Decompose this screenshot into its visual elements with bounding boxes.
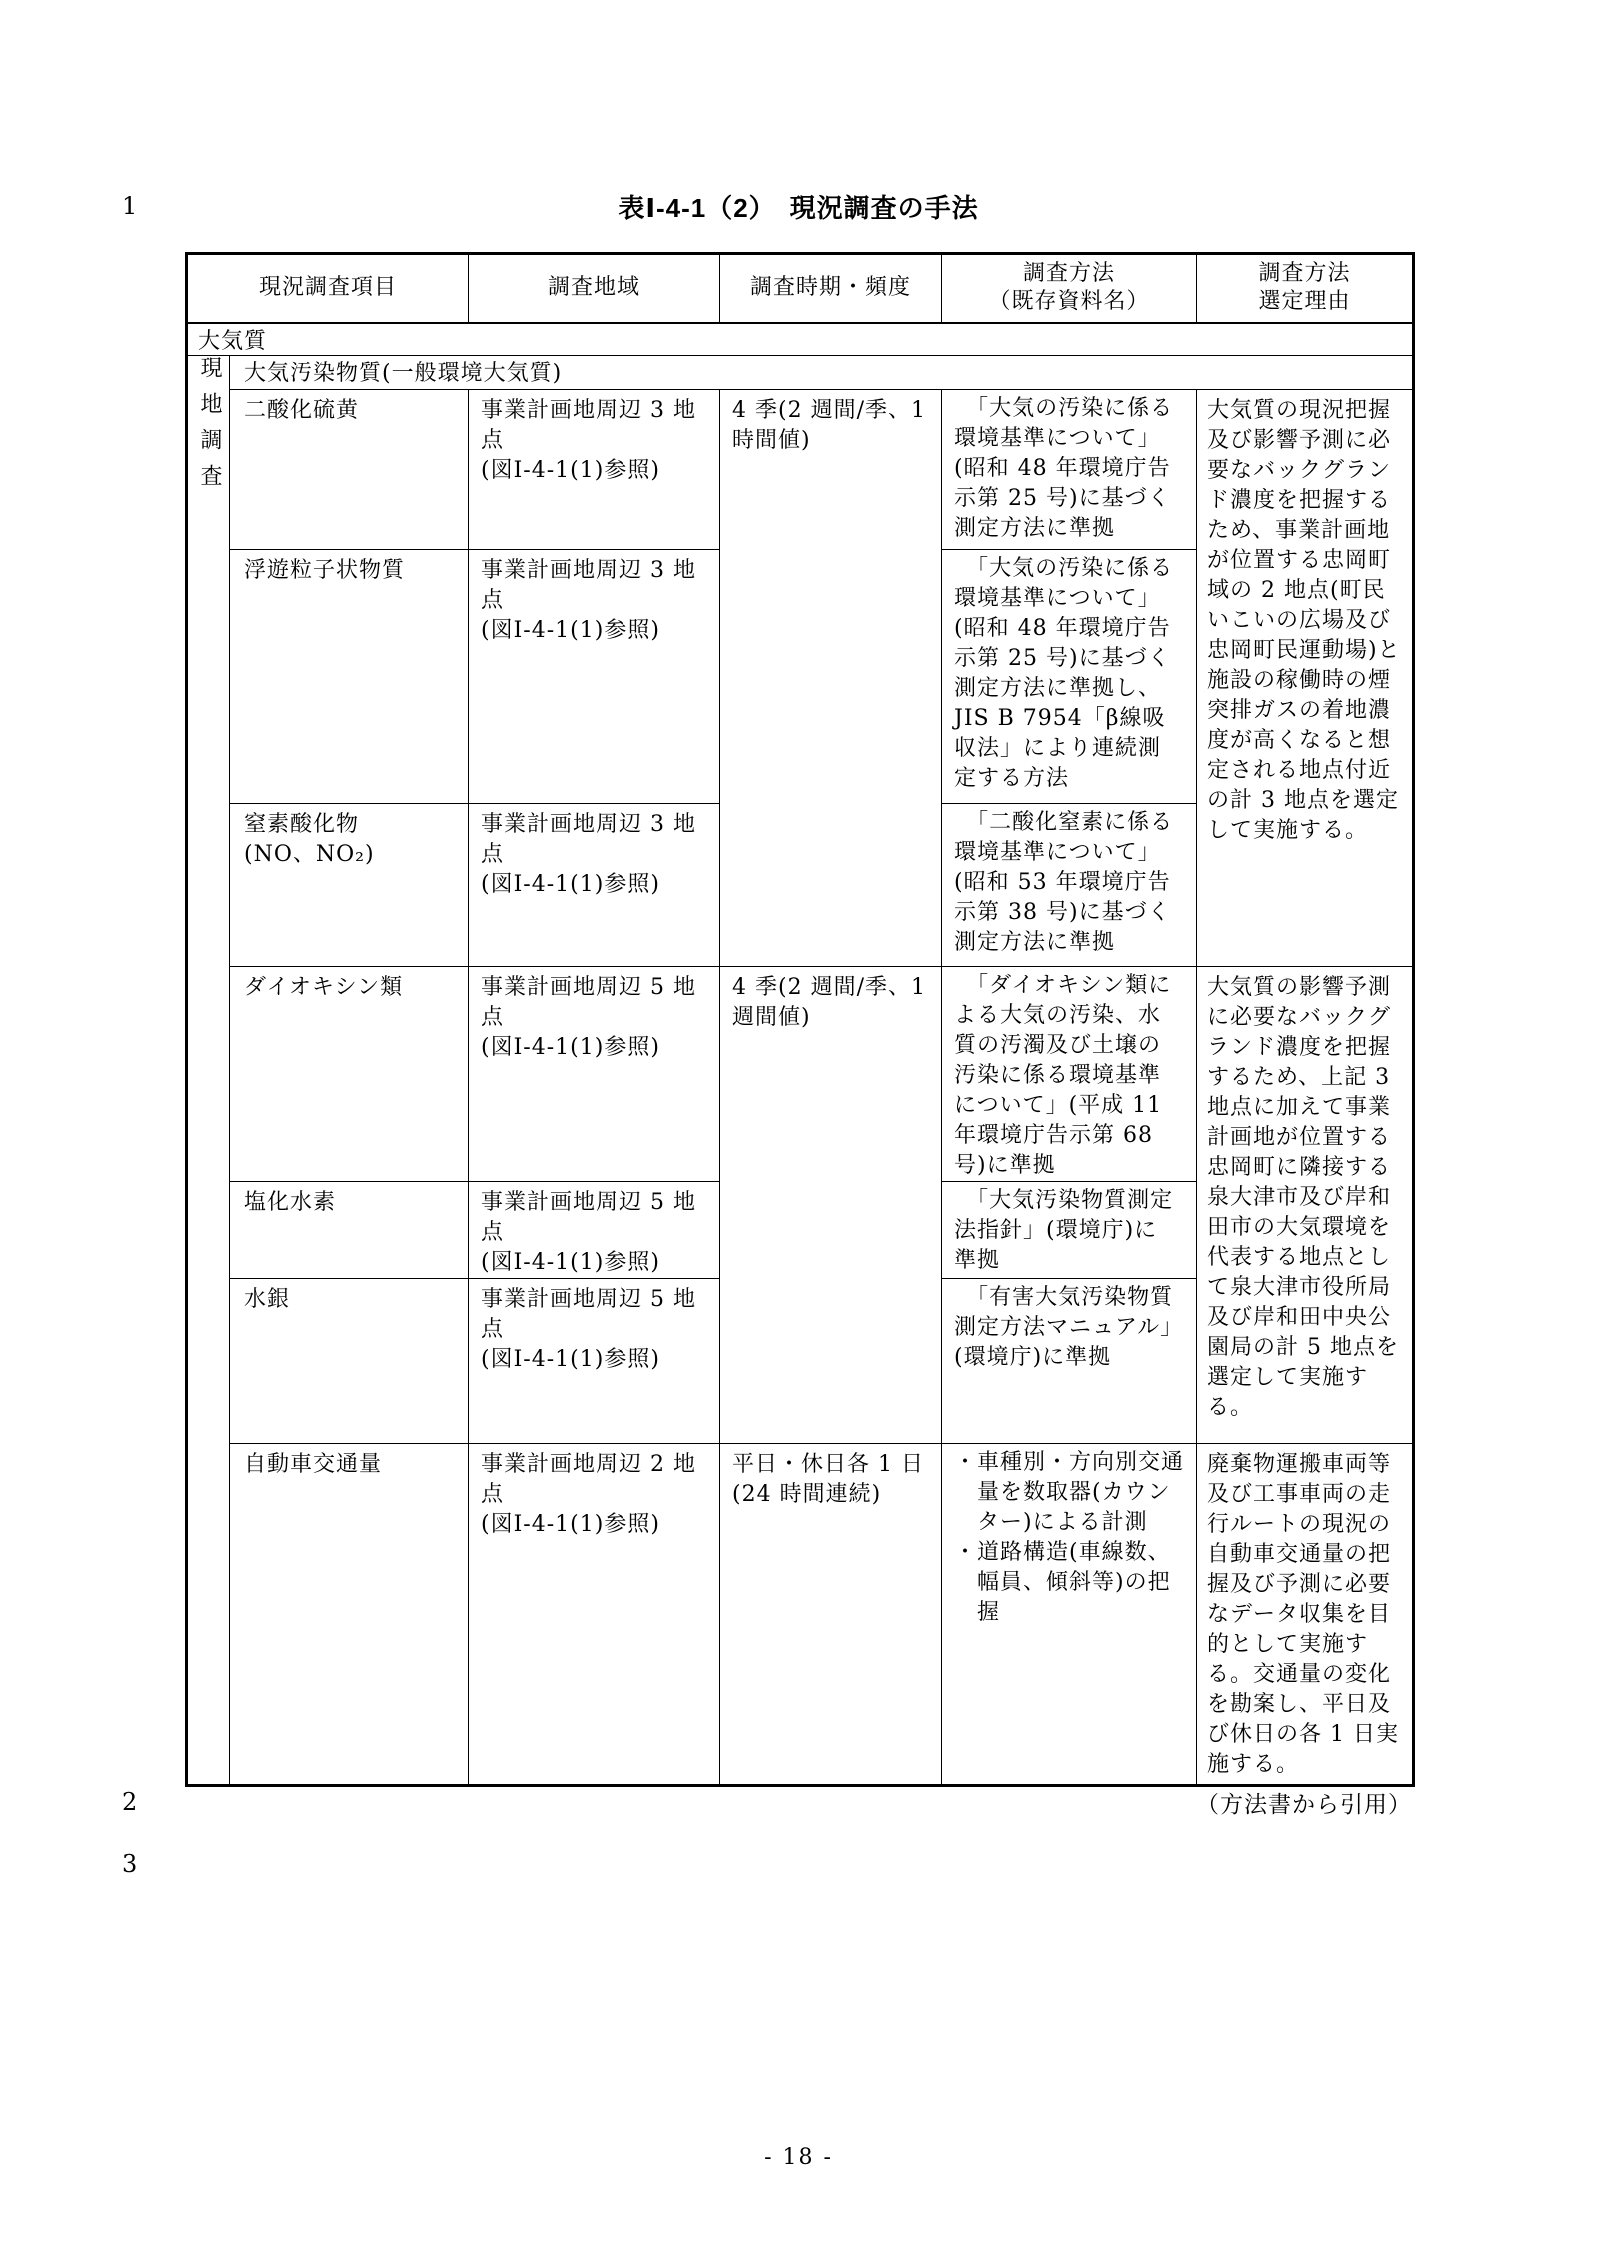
subcategory-row: [187, 355, 1414, 389]
category-row: [187, 323, 1414, 356]
row-area-hcl: 事業計画地周辺 5 地点 (図Ⅰ-4-1(1)参照): [469, 1181, 720, 1278]
page-title: 表Ⅰ-4-1（2） 現況調査の手法: [618, 193, 979, 223]
field-survey-vertical-label: 現地調査: [197, 355, 222, 500]
header-selection-reason: [1197, 254, 1414, 323]
category-label: 大気質: [198, 328, 268, 354]
survey-methods-table: [185, 252, 1415, 1787]
header-selection-reason-line2: 選定理由: [1258, 289, 1351, 315]
row-area-spm: 事業計画地周辺 3 地点 (図Ⅰ-4-1(1)参照): [469, 549, 720, 803]
row-area-traffic: 事業計画地周辺 2 地点 (図Ⅰ-4-1(1)参照): [469, 1443, 720, 1785]
row-method-so2: [942, 389, 1197, 549]
table-row: [187, 966, 1414, 1181]
method-text: 「二酸化窒素に係る環境基準について」(昭和 53 年環境庁告示第 38 号)に基づく測定方法に準拠: [954, 809, 1174, 955]
method-text: 「ダイオキシン類による大気の汚染、水質の汚濁及び土壌の汚染に係る環境基準について」(平成 11 年環境庁告示第 68 号)に準拠: [954, 972, 1172, 1178]
row-reason-group2: 大気質の影響予測に必要なバックグランド濃度を把握するため、上記 3 地点に加えて事業計画地が位置する忠岡町に隣接する泉大津市及び岸和田市の大気環境を代表する地点として泉大津市役所局及び岸和田中央公園局の計 5 地点を選定して実施する。: [1197, 966, 1414, 1443]
row-item-mercury: 水銀: [230, 1278, 469, 1443]
table-row: [187, 389, 1414, 549]
header-survey-method: [942, 254, 1197, 323]
row-area-mercury: 事業計画地周辺 5 地点 (図Ⅰ-4-1(1)参照): [469, 1278, 720, 1443]
method-text: 「大気の汚染に係る環境基準について」(昭和 48 年環境庁告示第 25 号)に基づく測定方法に準拠: [954, 395, 1174, 541]
header-survey-method-line2: （既存資料名）: [988, 289, 1150, 315]
header-survey-area: [469, 254, 720, 323]
method-bullet-1: ・車種別・方向別交通量を数取器(カウンター)による計測: [954, 1449, 1185, 1535]
method-text: 「大気の汚染に係る環境基準について」(昭和 48 年環境庁告示第 25 号)に基づく測定方法に準拠し、JIS B 7954「β線吸収法」により連続測定する方法: [954, 555, 1174, 791]
header-survey-item-label: 現況調査項目: [259, 275, 398, 301]
row-reason-group1: 大気質の現況把握及び影響予測に必要なバックグランド濃度を把握するため、事業計画地が位置する忠岡町域の 2 地点(町民いこいの広場及び忠岡町民運動場)と施設の稼働時の煙突排ガスの着地濃度が高くなると想定される地点付近の計 3 地点を選定して実施する。: [1197, 389, 1414, 966]
row-method-nox: [942, 803, 1197, 966]
header-survey-method-line1: 調査方法: [1023, 261, 1116, 287]
row-area-dioxins: 事業計画地周辺 5 地点 (図Ⅰ-4-1(1)参照): [469, 966, 720, 1181]
source-citation-note: （方法書から引用）: [1196, 1792, 1412, 1818]
row-method-mercury: [942, 1278, 1197, 1443]
table-header-row: [187, 254, 1414, 323]
row-item-nox: 窒素酸化物 (NO、NO₂): [230, 803, 469, 966]
row-item-spm: 浮遊粒子状物質: [230, 549, 469, 803]
header-selection-reason-line1: 調査方法: [1258, 261, 1351, 287]
row-area-so2: 事業計画地周辺 3 地点 (図Ⅰ-4-1(1)参照): [469, 389, 720, 549]
header-survey-period: [720, 254, 942, 323]
subcategory-air-pollutants: [230, 355, 1414, 389]
row-method-dioxins: [942, 966, 1197, 1181]
row-item-hcl: 塩化水素: [230, 1181, 469, 1278]
line-number-1: 1: [122, 192, 138, 220]
line-number-2: 2: [122, 1788, 138, 1816]
line-number-3: 3: [122, 1850, 138, 1878]
method-text: 「大気汚染物質測定法指針」(環境庁)に準拠: [954, 1187, 1174, 1273]
header-survey-area-label: 調査地域: [548, 275, 641, 301]
page-number: - 18 -: [764, 2145, 833, 2170]
header-survey-period-label: 調査時期・頻度: [750, 275, 912, 301]
method-bullet-2: ・道路構造(車線数、幅員、傾斜等)の把握: [954, 1539, 1171, 1625]
row-item-so2: 二酸化硫黄: [230, 389, 469, 549]
row-method-spm: [942, 549, 1197, 803]
row-item-traffic: 自動車交通量: [230, 1443, 469, 1785]
field-survey-side-cell: [187, 355, 230, 1785]
row-method-traffic: [942, 1443, 1197, 1785]
header-survey-item: [187, 254, 469, 323]
subcategory-label: 大気汚染物質(一般環境大気質): [244, 360, 563, 386]
row-period-group2: 4 季(2 週間/季、1 週間値): [720, 966, 942, 1443]
row-method-hcl: [942, 1181, 1197, 1278]
row-reason-traffic: 廃棄物運搬車両等及び工事車両の走行ルートの現況の自動車交通量の把握及び予測に必要なデータ収集を目的として実施する。交通量の変化を勘案し、平日及び休日の各 1 日実施する。: [1197, 1443, 1414, 1785]
row-period-group1: 4 季(2 週間/季、1 時間値): [720, 389, 942, 966]
row-area-nox: 事業計画地周辺 3 地点 (図Ⅰ-4-1(1)参照): [469, 803, 720, 966]
table-row: [187, 1443, 1414, 1785]
category-air-quality: [187, 323, 1414, 356]
row-item-dioxins: ダイオキシン類: [230, 966, 469, 1181]
row-period-traffic: 平日・休日各 1 日 (24 時間連続): [720, 1443, 942, 1785]
method-text: 「有害大気汚染物質測定方法マニュアル」(環境庁)に準拠: [954, 1284, 1174, 1370]
